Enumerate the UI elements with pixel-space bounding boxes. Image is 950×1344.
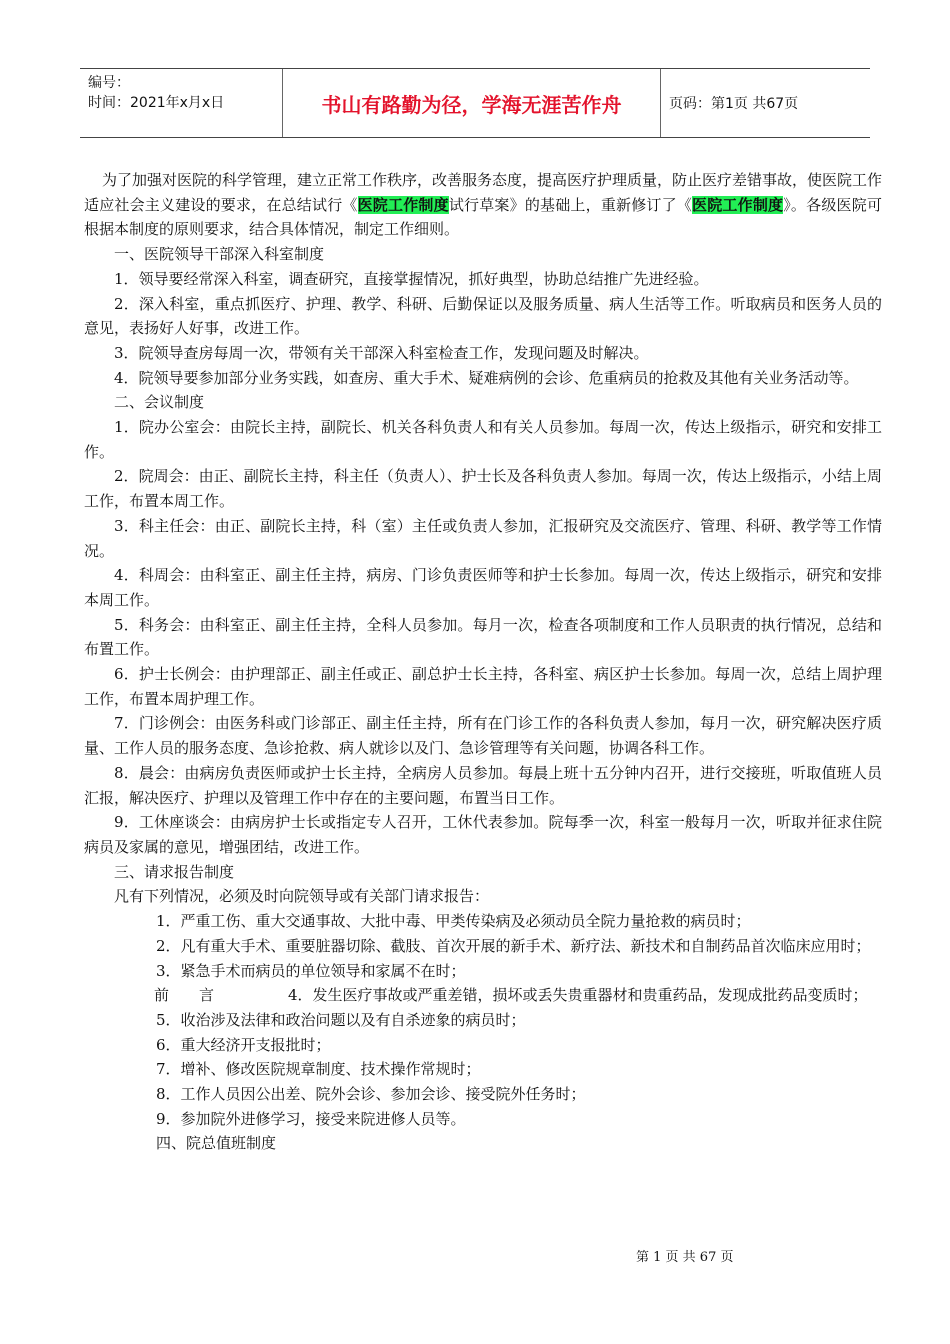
page-header <box>80 68 870 138</box>
list-item: 2．凡有重大手术、重要脏器切除、截肢、首次开展的新手术、新疗法、新技术和自制药品首次临床应用时； <box>156 936 871 955</box>
highlight-term: 医院工作制度 <box>357 195 449 214</box>
list-item: 5．收治涉及法律和政治问题以及有自杀迹象的病员时； <box>156 1010 526 1029</box>
list-item: 9．工休座谈会：由病房护士长或指定专人召开，工休代表参加。院每季一次，科室一般每月一次，听取并征求住院病员及家属的意见，增强团结，改进工作。 <box>84 813 882 856</box>
list-item: 6．护士长例会：由护理部正、副主任或正、副总护士长主持，各科室、病区护士长参加。每周一次，总结上周护理工作，布置本周护理工作。 <box>84 665 882 708</box>
intro-text-1: 为了加强对医院的科学管理，建立正常工作秩序，改善服务态度，提高医疗护理质量，防止医疗差错事故，使医院工作适应社会主义建设的要求，在总结试行《 <box>84 171 883 214</box>
section-heading: 四、院总值班制度 <box>156 1134 277 1153</box>
list-item: 1．领导要经常深入科室，调查研究，直接掌握情况，抓好典型，协助总结推广先进经验。 <box>114 269 709 288</box>
page-footer: 第 1 页 共 67 页 <box>636 1250 734 1265</box>
section-heading: 二、会议制度 <box>114 393 205 412</box>
section-lead: 凡有下列情况，必须及时向院领导或有关部门请求报告： <box>114 887 490 906</box>
list-item: 8．工作人员因公出差、院外会诊、参加会诊、接受院外任务时； <box>156 1085 586 1104</box>
page-info: 页码：第1页 共67页 <box>669 96 799 112</box>
header-meta <box>80 69 283 137</box>
list-item <box>84 983 882 1008</box>
list-item: 4．科周会：由科室正、副主任主持，病房、门诊负责医师等和护士长参加。每周一次，传达上级指示，研究和安排本周工作。 <box>84 566 882 609</box>
list-item: 7．门诊例会：由医务科或门诊部正、副主任主持，所有在门诊工作的各科负责人参加，每月一次，研究解决医疗质量、工作人员的服务态度、急诊抢救、病人就诊以及门、急诊管理等有关问题，协调各科工作。 <box>84 714 882 758</box>
list-item: 5．科务会：由科室正、副主任主持，全科人员参加。每月一次，检查各项制度和工作人员职责的执行情况，总结和布置工作。 <box>84 615 882 659</box>
list-item: 2．院周会：由正、副院长主持，科主任（负责人）、护士长及各科负责人参加。每周一次，传达上级指示，小结上周工作，布置本周工作。 <box>84 467 882 511</box>
section-heading: 一、医院领导干部深入科室制度 <box>114 245 325 264</box>
highlight-term: 医院工作制度 <box>692 195 784 214</box>
document-body <box>84 168 882 1156</box>
section-heading: 三、请求报告制度 <box>114 862 235 881</box>
intro-text-2: 试行草案》的基础上，重新修订了《 <box>448 195 693 214</box>
list-item: 9．参加院外进修学习，接受来院进修人员等。 <box>156 1109 466 1128</box>
motto: 书山有路勤为径，学海无涯苦作舟 <box>283 69 661 137</box>
intro-text-3: 》。各级医院可根据本制度的原则要求，结合具体情况，制定工作细则。 <box>84 195 882 239</box>
list-item: 2．深入科室，重点抓医疗、护理、教学、科研、后勤保证以及服务质量、病人生活等工作。听取病员和医务人员的意见，表扬好人好事，改进工作。 <box>84 294 882 338</box>
qianyan-label: 前 言 <box>154 986 215 1005</box>
intro-paragraph <box>84 168 882 242</box>
list-item: 1．严重工伤、重大交通事故、大批中毒、甲类传染病及必须动员全院力量抢救的病员时； <box>156 912 751 931</box>
list-item: 8．晨会：由病房负责医师或护士长主持，全病房人员参加。每晨上班十五分钟内召开，进行交接班，听取值班人员汇报，解决医疗、护理以及管理工作中存在的主要问题，布置当日工作。 <box>84 763 882 807</box>
list-item: 3．院领导查房每周一次，带领有关干部深入科室检查工作，发现问题及时解决。 <box>114 343 649 362</box>
number-label: 编号： <box>88 75 130 91</box>
list-item: 3．紧急手术而病员的单位领导和家属不在时； <box>156 961 466 980</box>
time-label: 时间：2021年x月x日 <box>88 95 225 111</box>
list-item-text: 4．发生医疗事故或严重差错，损坏或丢失贵重器材和贵重药品，发现成批药品变质时； <box>288 986 868 1005</box>
list-item: 7．增补、修改医院规章制度、技术操作常规时； <box>156 1060 481 1079</box>
list-item: 1．院办公室会：由院长主持，副院长、机关各科负责人和有关人员参加。每周一次，传达上级指示，研究和安排工作。 <box>84 418 882 461</box>
list-item: 4．院领导要参加部分业务实践，如查房、重大手术、疑难病例的会诊、危重病员的抢救及其他有关业务活动等。 <box>114 368 859 387</box>
list-item: 6．重大经济开支报批时； <box>156 1035 331 1054</box>
list-item: 3．科主任会：由正、副院长主持，科（室）主任或负责人参加，汇报研究及交流医疗、管理、科研、教学等工作情况。 <box>84 516 882 560</box>
